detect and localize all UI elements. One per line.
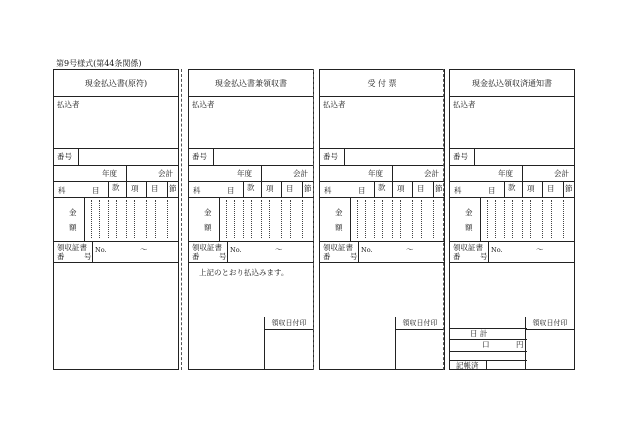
range-tilde: 〜: [140, 245, 148, 254]
receipt-number-label: 領収証書: [323, 243, 353, 252]
digit-guide: [365, 200, 366, 238]
divider: [450, 197, 574, 198]
digit-guide: [530, 200, 531, 238]
kan-label: 款: [112, 183, 120, 192]
divider: [54, 148, 178, 149]
kamoku-label: 科: [454, 186, 462, 195]
divider: [189, 165, 313, 166]
divider: [504, 181, 505, 197]
divider: [189, 197, 313, 198]
divider: [108, 181, 109, 197]
receipt-number-label: 領収証書: [192, 243, 222, 252]
form-panel: [319, 69, 445, 370]
digit-guide: [134, 200, 135, 238]
amount-label: 額: [204, 223, 212, 232]
moku-label: 目: [151, 184, 159, 193]
digit-guide: [504, 200, 505, 238]
payer-label: 払込者: [57, 100, 80, 109]
divider: [167, 181, 168, 197]
form-number: 第9号様式(第44条関係): [56, 59, 142, 68]
digit-guide: [551, 200, 552, 238]
divider: [261, 165, 262, 181]
divider: [563, 181, 564, 197]
cut-line: [181, 69, 182, 370]
digit-guide: [261, 200, 262, 238]
divider: [320, 148, 444, 149]
digit-guide: [302, 200, 303, 238]
form-panel: [53, 69, 179, 370]
kan-label: 款: [378, 183, 386, 192]
setsu-label: 節: [435, 184, 443, 193]
divider: [344, 148, 345, 165]
digit-guide: [108, 200, 109, 238]
panel-title: 受 付 票: [320, 70, 444, 97]
digit-guide: [251, 200, 252, 238]
amount-label: 額: [69, 223, 77, 232]
divider: [320, 165, 444, 166]
panel-title: 現金払込領収済通知書: [450, 70, 574, 97]
number-label: 番号: [453, 152, 468, 161]
digit-guide: [116, 200, 117, 238]
divider: [54, 181, 178, 182]
divider: [227, 241, 228, 262]
kan-label: 款: [508, 183, 516, 192]
receipt-stamp-box: [525, 317, 574, 369]
divider: [450, 148, 574, 149]
divider: [54, 241, 178, 242]
panel-title: 現金払込書(原符): [54, 70, 178, 97]
digit-guide: [392, 200, 393, 238]
divider: [450, 241, 574, 242]
digit-guide: [155, 200, 156, 238]
kamoku-label: 科: [193, 186, 201, 195]
divider: [189, 148, 313, 149]
divider: [374, 181, 375, 197]
digit-guide: [226, 200, 227, 238]
divider: [488, 241, 489, 262]
divider: [54, 262, 178, 263]
no-label: No.: [491, 246, 503, 254]
number-label: 番号: [57, 152, 72, 161]
divider: [450, 328, 527, 329]
kou-label: 項: [131, 184, 139, 193]
cut-line: [443, 69, 444, 370]
divider: [522, 181, 523, 197]
kou-label: 項: [266, 184, 274, 193]
divider: [189, 241, 313, 242]
fiscal-year-label: 年度: [237, 169, 252, 178]
amount-label: 金: [335, 208, 343, 217]
divider: [486, 360, 487, 370]
amount-label: 金: [69, 208, 77, 217]
form-panel: [188, 69, 314, 370]
divider: [542, 181, 543, 197]
digit-guide: [495, 200, 496, 238]
receipt-number-label: 領収証書: [57, 243, 87, 252]
divider: [189, 181, 313, 182]
divider: [302, 181, 303, 197]
divider: [450, 165, 574, 166]
divider: [146, 181, 147, 197]
divider: [219, 197, 220, 241]
digit-guide: [374, 200, 375, 238]
divider: [392, 165, 393, 181]
divider: [320, 181, 444, 182]
divider: [392, 181, 393, 197]
receipt-number-label: 番: [57, 252, 65, 261]
accounting-label: 会計: [158, 169, 173, 178]
digit-guide: [126, 200, 127, 238]
digit-guide: [234, 200, 235, 238]
divider: [126, 181, 127, 197]
no-label: No.: [95, 246, 107, 254]
amount-label: 金: [204, 208, 212, 217]
number-label: 番号: [323, 152, 338, 161]
receipt-number-label: 番: [192, 252, 200, 261]
payer-label: 払込者: [453, 100, 476, 109]
moku-label: 目: [417, 184, 425, 193]
no-label: No.: [230, 246, 242, 254]
divider: [189, 262, 313, 263]
digit-guide: [357, 200, 358, 238]
divider: [320, 241, 444, 242]
fiscal-year-label: 年度: [498, 169, 513, 178]
digit-guide: [269, 200, 270, 238]
divider: [320, 197, 444, 198]
receipt-number-label: 番: [323, 252, 331, 261]
digit-guide: [412, 200, 413, 238]
amount-label: 額: [335, 223, 343, 232]
setsu-label: 節: [169, 184, 177, 193]
digit-guide: [382, 200, 383, 238]
yen-label: 円: [516, 340, 524, 349]
digit-guide: [421, 200, 422, 238]
stamp-label: 領収日付印: [265, 317, 313, 330]
divider: [450, 351, 527, 352]
divider: [126, 165, 127, 181]
digit-guide: [146, 200, 147, 238]
digit-guide: [243, 200, 244, 238]
panel-title: 現金払込書兼領収書: [189, 70, 313, 97]
receipt-stamp-box: [395, 317, 444, 369]
kan-label: 款: [247, 183, 255, 192]
setsu-label: 節: [304, 184, 312, 193]
kou-label: 項: [397, 184, 405, 193]
digit-guide: [400, 200, 401, 238]
divider: [474, 148, 475, 165]
accounting-label: 会計: [424, 169, 439, 178]
divider: [54, 197, 178, 198]
receipt-number-label: 領収証書: [453, 243, 483, 252]
payer-label: 払込者: [192, 100, 215, 109]
fiscal-year-label: 年度: [102, 169, 117, 178]
receipt-number-label: 号: [480, 252, 488, 261]
divider: [92, 241, 93, 262]
range-tilde: 〜: [536, 245, 544, 254]
stamp-label: 領収日付印: [396, 317, 444, 330]
divider: [243, 181, 244, 197]
divider: [450, 262, 574, 263]
divider: [433, 181, 434, 197]
range-tilde: 〜: [406, 245, 414, 254]
fiscal-year-label: 年度: [368, 169, 383, 178]
digit-guide: [542, 200, 543, 238]
receipt-number-label: 号: [219, 252, 227, 261]
divider: [358, 241, 359, 262]
moku-label: 目: [547, 184, 555, 193]
receipt-stamp-box: [264, 317, 313, 369]
daily-total-label: 日 計: [470, 329, 488, 338]
divider: [480, 197, 481, 241]
stamp-label: 領収日付印: [526, 317, 574, 330]
no-label: No.: [361, 246, 373, 254]
divider: [412, 181, 413, 197]
divider: [450, 181, 574, 182]
divider: [350, 197, 351, 241]
divider: [522, 165, 523, 181]
kamoku-label: 目: [227, 186, 235, 195]
payer-label: 払込者: [323, 100, 346, 109]
digit-guide: [99, 200, 100, 238]
kamoku-label: 目: [358, 186, 366, 195]
divider: [84, 197, 85, 241]
payment-note: 上記のとおり払込みます。: [199, 268, 289, 277]
divider: [281, 181, 282, 197]
entered-label: 記帳済: [456, 361, 479, 370]
digit-guide: [290, 200, 291, 238]
kamoku-label: 目: [488, 186, 496, 195]
setsu-label: 節: [565, 184, 573, 193]
accounting-label: 会計: [293, 169, 308, 178]
digit-guide: [487, 200, 488, 238]
receipt-number-label: 号: [84, 252, 92, 261]
cut-line: [313, 69, 314, 370]
kou-label: 項: [527, 184, 535, 193]
digit-guide: [281, 200, 282, 238]
kamoku-label: 科: [58, 186, 66, 195]
receipt-number-label: 号: [350, 252, 358, 261]
form-panel: [449, 69, 575, 370]
range-tilde: 〜: [275, 245, 283, 254]
digit-guide: [512, 200, 513, 238]
accounting-label: 会計: [554, 169, 569, 178]
kamoku-label: 科: [324, 186, 332, 195]
divider: [213, 148, 214, 165]
amount-label: 金: [465, 208, 473, 217]
kamoku-label: 目: [92, 186, 100, 195]
divider: [78, 148, 79, 165]
divider: [320, 262, 444, 263]
divider: [54, 165, 178, 166]
receipt-number-label: 番: [453, 252, 461, 261]
digit-guide: [433, 200, 434, 238]
digit-guide: [167, 200, 168, 238]
digit-guide: [91, 200, 92, 238]
digit-guide: [563, 200, 564, 238]
moku-label: 目: [286, 184, 294, 193]
divider: [261, 181, 262, 197]
digit-guide: [522, 200, 523, 238]
number-label: 番号: [192, 152, 207, 161]
amount-label: 額: [465, 223, 473, 232]
count-label: 口: [482, 340, 490, 349]
